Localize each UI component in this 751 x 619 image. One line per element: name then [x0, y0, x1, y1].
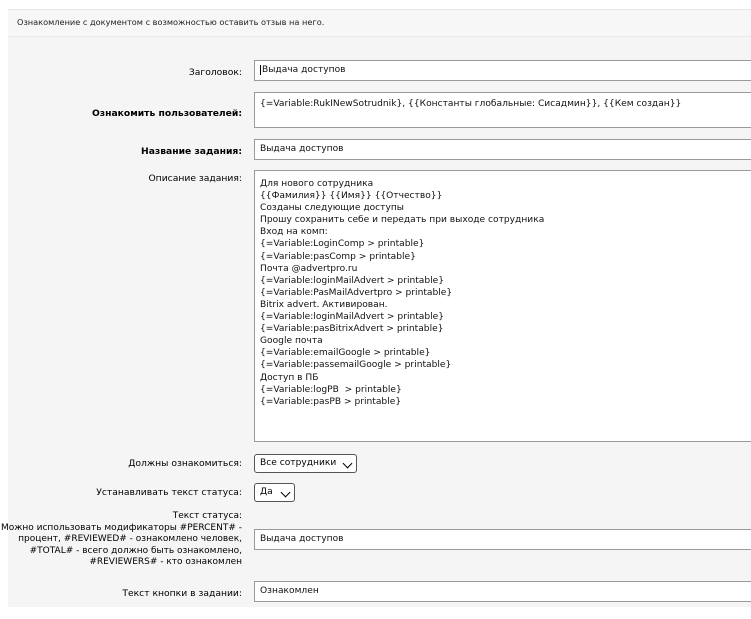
description-line: Вход на комп:: [260, 227, 328, 238]
description-line: Google почта: [260, 336, 323, 347]
description-line: Доступ в ПБ: [260, 372, 319, 383]
status-text-label-line: #TOTAL# - всего должно быть ознакомлено,: [29, 545, 242, 556]
button-text-value: Ознакомлен: [260, 586, 319, 596]
title-input[interactable]: [254, 60, 751, 81]
description-line: {=Variable:pasPB > printable}: [260, 396, 402, 407]
description-line: {{Фамилия}} {{Имя}} {{Отчество}}: [260, 191, 443, 202]
status-text-input[interactable]: [254, 529, 751, 550]
chevron-down-icon: [343, 459, 353, 469]
button-text-input[interactable]: [254, 581, 751, 602]
must-review-label: Должны ознакомиться:: [128, 458, 242, 469]
status-text-label-line: #REVIEWERS# - кто ознакомлен: [89, 557, 242, 568]
users-label: Ознакомить пользователей:: [91, 108, 242, 119]
must-review-select[interactable]: [254, 454, 357, 473]
title-value: Выдача доступов: [262, 65, 346, 75]
activity-description: Ознакомление с документом с возможностью оставить отзыв на него.: [17, 17, 325, 27]
set-status-value: Да: [260, 487, 273, 497]
button-text-label: Текст кнопки в задании:: [122, 588, 242, 599]
status-text-value: Выдача доступов: [260, 534, 344, 544]
text-cursor: [260, 65, 261, 75]
description-line: Для нового сотрудника: [260, 179, 374, 189]
status-text-label-line: Текст статуса:: [172, 511, 242, 521]
description-line: {=Variable:pasBitrixAdvert > printable}: [260, 324, 444, 335]
users-value: {=Variable:RukINewSotrudnik}, {{Константы глобальные: Сисадмин}}, {{Кем создан}}: [260, 99, 682, 109]
set-status-label: Устанавливать текст статуса:: [96, 487, 242, 498]
status-text-label: [1, 511, 242, 569]
task-description-label: Описание задания:: [148, 173, 242, 184]
description-line: {=Variable:logPB > printable}: [260, 384, 402, 395]
description-line: {=Variable:LoginComp > printable}: [260, 239, 425, 250]
title-label: Заголовок:: [188, 67, 242, 78]
must-review-value: Все сотрудники: [260, 458, 337, 468]
activity-settings-form: [1, 37, 751, 607]
set-status-select[interactable]: [254, 483, 295, 502]
task-name-input[interactable]: [254, 139, 751, 160]
description-line: {=Variable:loginMailAdvert > printable}: [260, 275, 445, 286]
description-line: Bitrix advert. Активирован.: [260, 299, 388, 310]
task-description-textarea[interactable]: [254, 170, 751, 442]
description-line: {=Variable:emailGoogle > printable}: [260, 348, 431, 359]
description-line: Прошу сохранить себе и передать при выходе сотрудника: [260, 215, 545, 226]
task-name-label: Название задания:: [141, 146, 242, 157]
status-text-label-line: Можно использовать модификаторы #PERCENT# -: [1, 522, 242, 533]
description-line: {=Variable:passemailGoogle > printable}: [260, 360, 452, 371]
description-line: Почта @advertpro.ru: [260, 263, 358, 274]
task-name-value: Выдача доступов: [260, 144, 344, 154]
description-line: {=Variable:loginMailAdvert > printable}: [260, 312, 445, 323]
activity-description-bar: [8, 9, 751, 37]
status-text-label-line: процент, #REVIEWED# - ознакомлено человек,: [18, 534, 242, 545]
description-line: {=Variable:PasMailAdvertpro > printable}: [260, 287, 453, 298]
chevron-down-icon: [281, 488, 291, 498]
description-line: Созданы следующие доступы: [260, 203, 404, 214]
users-input[interactable]: [254, 92, 751, 128]
description-line: {=Variable:pasComp > printable}: [260, 251, 416, 262]
